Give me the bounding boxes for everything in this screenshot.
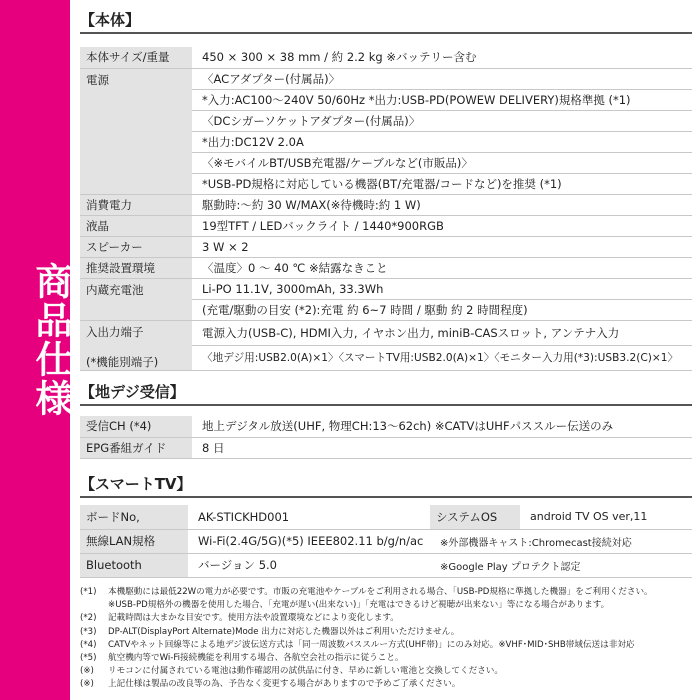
side-title: 商品仕様 (29, 262, 72, 418)
label-io-line1: 入出力端子 (86, 324, 144, 339)
label-size: 本体サイズ/重量 (80, 47, 192, 68)
label-lcd: 液晶 (80, 215, 192, 236)
footnote-mark: (*4) (80, 639, 97, 650)
body-spec-table (80, 47, 692, 371)
value-power-5: 〈※モバイルBT/USB充電器/ケーブルなど(市販品)〉 (192, 152, 692, 173)
value-battery-2: (充電/駆動の目安 (*2):充電 約 6~7 時間 / 駆動 約 2 時間程度) (192, 299, 692, 320)
chideji-spec-table (80, 416, 692, 459)
footnotes (80, 586, 692, 692)
label-consumption: 消費電力 (80, 194, 192, 215)
value-chromecast: ※外部機器キャスト:Chromecast接続対応 (430, 529, 692, 553)
footnote-text: ※USB-PD規格外の機器を使用した場合、「充電が遅い(出来ない)」「充電はできるけど視聴が出来ない」等になる場合があります。 (108, 600, 610, 611)
section-head-smarttv: 【スマートTV】 (80, 472, 692, 498)
label-wlan: 無線LAN規格 (80, 529, 188, 553)
footnote-text: 航空機内等でWi-Fi接続機能を利用する場合、各航空会社の指示に従うこと。 (108, 653, 404, 664)
footnote-text: DP-ALT(DisplayPort Alternate)Mode 出力に対応した機器以外はご利用いただけません。 (108, 626, 460, 637)
footnote-mark: (*5) (80, 653, 97, 664)
table-row (80, 257, 692, 278)
footnote-mark (80, 599, 108, 612)
footnote-mark: (*3) (80, 626, 97, 637)
footnote (80, 599, 692, 612)
table-row (80, 553, 692, 577)
footnote (80, 665, 692, 678)
footnote-text: リモコンに付属されている電池は動作確認用の試供品に付き、早めに新しい電池と交換してください。 (108, 666, 503, 677)
footnote (80, 652, 692, 665)
label-speaker: スピーカー (80, 236, 192, 257)
footnote (80, 678, 692, 691)
value-power-4: *出力:DC12V 2.0A (192, 131, 692, 152)
label-channel: 受信CH (*4) (80, 416, 192, 437)
table-row (80, 505, 692, 529)
table-row (80, 194, 692, 215)
value-wlan: Wi-Fi(2.4G/5G)(*5) IEEE802.11 b/g/n/ac (188, 529, 430, 553)
value-io-1: 電源入力(USB-C), HDMI入力, イヤホン出力, miniB-CASスロット, アンテナ入力 (192, 320, 692, 345)
table-row (80, 529, 692, 553)
table-row (80, 437, 692, 458)
label-io-line2: (*機能別端子) (86, 354, 159, 369)
spec-content (80, 0, 692, 700)
footnote-mark: (※) (80, 666, 94, 677)
table-row (80, 236, 692, 257)
table-row (80, 320, 692, 345)
value-os: android TV OS ver,11 (520, 505, 692, 529)
label-os: システムOS (430, 505, 520, 529)
label-environment: 推奨設置環境 (80, 257, 192, 278)
label-power: 電源 (80, 68, 192, 194)
footnote-text: 本機駆動には最低22Wの電力が必要です。市販の充電池やケーブルをご利用される場合、「USB-PD規格に準拠した機器」をご利用ください。 (108, 587, 653, 597)
table-row (80, 47, 692, 68)
footnote-mark: (*1) (80, 587, 97, 597)
table-row (80, 68, 692, 89)
value-lcd: 19型TFT / LEDバックライト / 1440*900RGB (192, 215, 692, 236)
value-environment: 〈温度〉0 〜 40 ℃ ※結露なきこと (192, 257, 692, 278)
footnote-text: CATVやネット回線等による地デジ波伝送方式は「同一周波数パススルー方式(UHF帯)」にのみ対応。※VHF･MID･SHB帯域伝送は非対応 (108, 639, 635, 650)
value-channel: 地上デジタル放送(UHF, 物理CH:13〜62ch) ※CATVはUHFパススルー伝送のみ (192, 416, 692, 437)
table-row (80, 416, 692, 437)
footnote (80, 639, 692, 652)
footnote-mark: (※) (80, 679, 94, 690)
value-board: AK-STICKHD001 (188, 505, 430, 529)
value-io-2: 〈地デジ用:USB2.0(A)×1〉〈スマートTV用:USB2.0(A)×1〉〈モニター入力用(*3):USB3.2(C)×1〉 (192, 345, 692, 370)
footnote (80, 586, 692, 599)
label-epg: EPG番組ガイド (80, 437, 192, 458)
value-power-3: 〈DCシガーソケットアダプター(付属品)〉 (192, 110, 692, 131)
label-battery: 内蔵充電池 (80, 278, 192, 320)
footnote-text: 上記仕様は製品の改良等の為、予告なく変更する場合がありますので予めご了承ください。 (108, 679, 461, 690)
footnote-mark: (*2) (80, 613, 97, 624)
value-epg: 8 日 (192, 437, 692, 458)
label-board: ボードNo, (80, 505, 188, 529)
value-bluetooth: バージョン 5.0 (188, 553, 430, 577)
table-row (80, 215, 692, 236)
label-bluetooth: Bluetooth (80, 553, 188, 577)
value-speaker: 3 W × 2 (192, 236, 692, 257)
table-row (80, 278, 692, 299)
value-google-play: ※Google Play プロテクト認定 (430, 553, 692, 577)
footnote-text: 記載時間は大まかな目安です。使用方法や設置環境などにより変化します。 (108, 613, 399, 624)
value-size: 450 × 300 × 38 mm / 約 2.2 kg ※バッテリー含む (192, 47, 692, 68)
value-battery-1: Li-PO 11.1V, 3000mAh, 33.3Wh (192, 278, 692, 299)
smarttv-spec-table (80, 505, 692, 578)
label-io (80, 320, 192, 370)
footnote (80, 626, 692, 639)
value-power-6: *USB-PD規格に対応している機器(BT/充電器/コードなど)を推奨 (*1) (192, 173, 692, 194)
value-power-2: *入力:AC100〜240V 50/60Hz *出力:USB-PD(POWEW DELIVERY)規格準拠 (*1) (192, 89, 692, 110)
section-head-chideji: 【地デジ受信】 (80, 380, 692, 406)
value-power-1: 〈ACアダプター(付属品)〉 (192, 68, 692, 89)
value-consumption: 駆動時:〜約 30 W/MAX(※待機時:約 1 W) (192, 194, 692, 215)
section-head-body: 【本体】 (80, 8, 692, 34)
footnote (80, 612, 692, 625)
